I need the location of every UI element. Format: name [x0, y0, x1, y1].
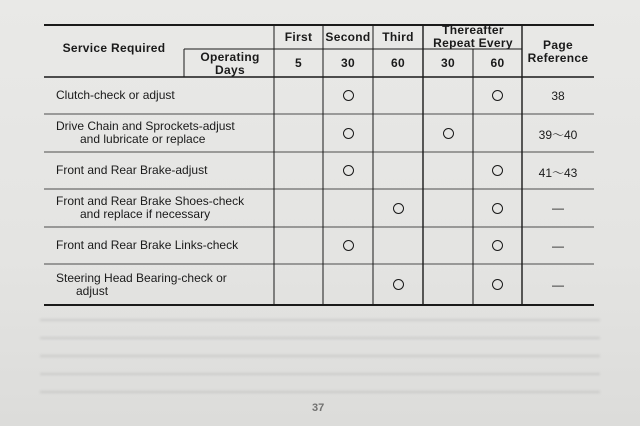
service-item	[56, 152, 276, 189]
header-thereafter: Thereafter Repeat Every	[433, 23, 513, 50]
header-third: Third	[382, 30, 414, 44]
header-service-required: Service Required	[62, 40, 166, 55]
service-text-line: and replace if necessary	[80, 207, 211, 221]
service-text-line: Drive Chain and Sprockets-adjust	[56, 119, 235, 133]
page-reference-value: —	[552, 238, 564, 253]
service-interval-circle	[492, 240, 503, 251]
bleed-through-text	[40, 312, 600, 402]
service-interval-circle	[492, 203, 503, 214]
days-second: 30	[341, 56, 355, 70]
page-reference-value: 38	[551, 88, 565, 103]
page-reference-value: —	[552, 277, 564, 292]
page-number: 37	[312, 402, 325, 414]
service-interval-circle	[343, 165, 354, 176]
page-reference-value: 41～43	[538, 165, 578, 180]
days-repeat-60: 60	[490, 56, 505, 70]
service-interval-circle	[343, 90, 354, 101]
page-reference-value: 39～40	[538, 128, 578, 142]
days-first: 5	[295, 56, 302, 70]
service-interval-circle	[393, 279, 404, 290]
maintenance-schedule-table	[44, 24, 594, 306]
header-page-reference: Page Reference	[527, 38, 589, 65]
service-interval-circle	[343, 128, 354, 139]
service-interval-circle	[492, 279, 503, 290]
service-text-line: adjust	[76, 283, 109, 298]
service-item	[56, 189, 276, 227]
service-text-line: Front and Rear Brake Links-check	[56, 238, 239, 252]
days-repeat-30: 30	[441, 56, 455, 70]
header-first: First	[284, 30, 313, 44]
service-interval-circle	[492, 90, 503, 101]
service-text-line: Steering Head Bearing-check or	[56, 270, 227, 285]
header-second: Second	[325, 30, 371, 44]
service-item	[56, 77, 276, 114]
header-operating-days: Operating Days	[200, 49, 260, 77]
days-third: 60	[391, 56, 405, 70]
service-interval-circle	[492, 165, 503, 176]
service-interval-circle	[443, 128, 454, 139]
service-item	[56, 227, 276, 264]
service-text-line: Front and Rear Brake-adjust	[56, 163, 208, 177]
service-text-line: and lubricate or replace	[80, 132, 206, 146]
service-text-line: Front and Rear Brake Shoes-check	[56, 194, 245, 208]
service-interval-circle	[343, 240, 354, 251]
service-text-line: Clutch-check or adjust	[56, 88, 175, 102]
service-item	[56, 114, 276, 152]
service-interval-circle	[393, 203, 404, 214]
service-item	[56, 264, 276, 305]
page-reference-value: —	[552, 201, 564, 215]
